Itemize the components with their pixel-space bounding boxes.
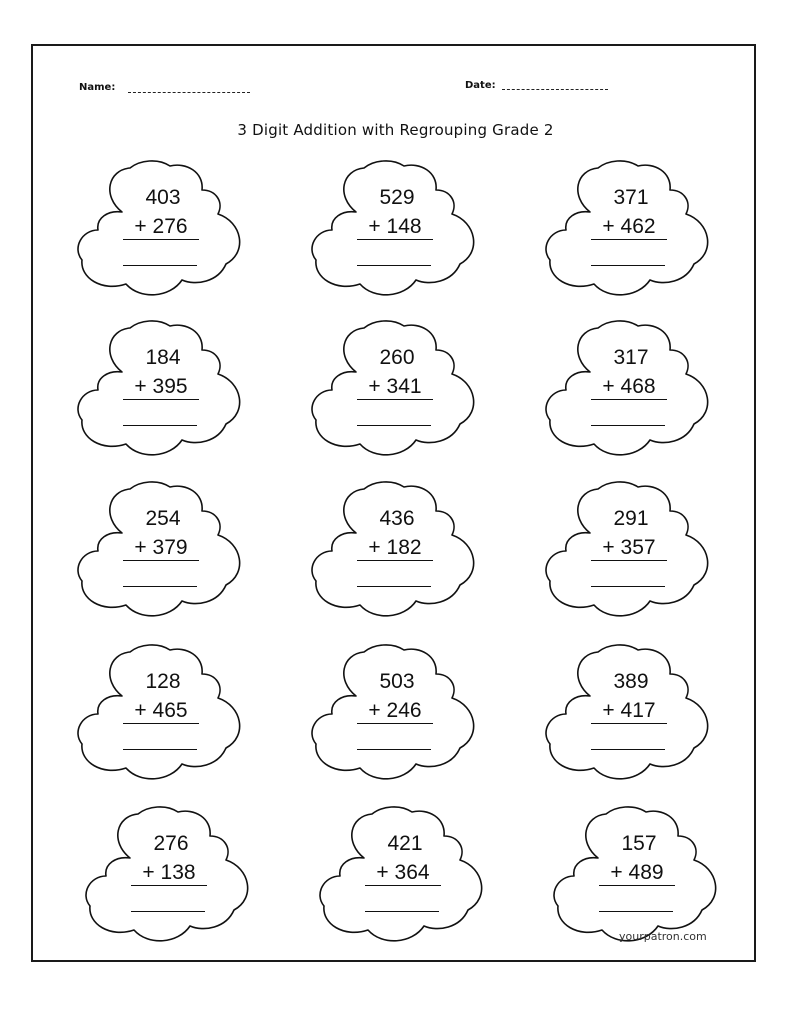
- addend-top: 389: [613, 670, 649, 693]
- addend-bottom: + 364: [365, 860, 441, 886]
- answer-line[interactable]: [357, 586, 431, 587]
- addend-bottom: + 462: [591, 214, 667, 240]
- addend-bottom: + 341: [357, 374, 433, 400]
- problem-card: [554, 806, 724, 946]
- answer-line[interactable]: [599, 911, 673, 912]
- addend-top: 403: [145, 186, 181, 209]
- addend-top: 128: [145, 670, 181, 693]
- problem-card: [546, 320, 716, 460]
- addend-bottom: + 379: [123, 535, 199, 561]
- problem-card: [320, 806, 490, 946]
- problem-card: [312, 481, 482, 621]
- answer-line[interactable]: [131, 911, 205, 912]
- addend-bottom: + 468: [591, 374, 667, 400]
- addend-bottom: + 489: [599, 860, 675, 886]
- answer-line[interactable]: [591, 749, 665, 750]
- addend-top: 503: [379, 670, 415, 693]
- answer-line[interactable]: [591, 265, 665, 266]
- addend-bottom: + 246: [357, 698, 433, 724]
- date-label: Date:: [465, 80, 496, 91]
- addend-bottom: + 465: [123, 698, 199, 724]
- problem-card: [78, 320, 248, 460]
- addend-top: 157: [621, 832, 657, 855]
- addend-bottom: + 357: [591, 535, 667, 561]
- addend-top: 436: [379, 507, 415, 530]
- addend-top: 276: [153, 832, 189, 855]
- answer-line[interactable]: [123, 265, 197, 266]
- worksheet-title: 3 Digit Addition with Regrouping Grade 2: [237, 121, 554, 139]
- answer-line[interactable]: [357, 749, 431, 750]
- addend-top: 184: [145, 346, 181, 369]
- brand-footer: yourpatron.com: [619, 930, 707, 943]
- problem-card: [78, 644, 248, 784]
- problem-card: [86, 806, 256, 946]
- problem-card: [312, 644, 482, 784]
- addend-top: 529: [379, 186, 415, 209]
- addend-top: 260: [379, 346, 415, 369]
- date-field[interactable]: [502, 89, 608, 90]
- addend-top: 317: [613, 346, 649, 369]
- answer-line[interactable]: [591, 586, 665, 587]
- answer-line[interactable]: [591, 425, 665, 426]
- problem-card: [312, 160, 482, 300]
- problem-card: [78, 160, 248, 300]
- problem-card: [546, 481, 716, 621]
- addend-top: 291: [613, 507, 649, 530]
- answer-line[interactable]: [365, 911, 439, 912]
- answer-line[interactable]: [357, 425, 431, 426]
- addend-bottom: + 395: [123, 374, 199, 400]
- addend-bottom: + 276: [123, 214, 199, 240]
- addend-bottom: + 182: [357, 535, 433, 561]
- problem-card: [546, 160, 716, 300]
- name-label: Name:: [79, 82, 116, 93]
- addend-top: 254: [145, 507, 181, 530]
- addend-top: 421: [387, 832, 423, 855]
- answer-line[interactable]: [357, 265, 431, 266]
- name-field[interactable]: [128, 92, 250, 93]
- problem-card: [546, 644, 716, 784]
- addend-bottom: + 138: [131, 860, 207, 886]
- addend-bottom: + 148: [357, 214, 433, 240]
- problem-card: [78, 481, 248, 621]
- answer-line[interactable]: [123, 749, 197, 750]
- addend-top: 371: [613, 186, 649, 209]
- problem-card: [312, 320, 482, 460]
- answer-line[interactable]: [123, 425, 197, 426]
- answer-line[interactable]: [123, 586, 197, 587]
- addend-bottom: + 417: [591, 698, 667, 724]
